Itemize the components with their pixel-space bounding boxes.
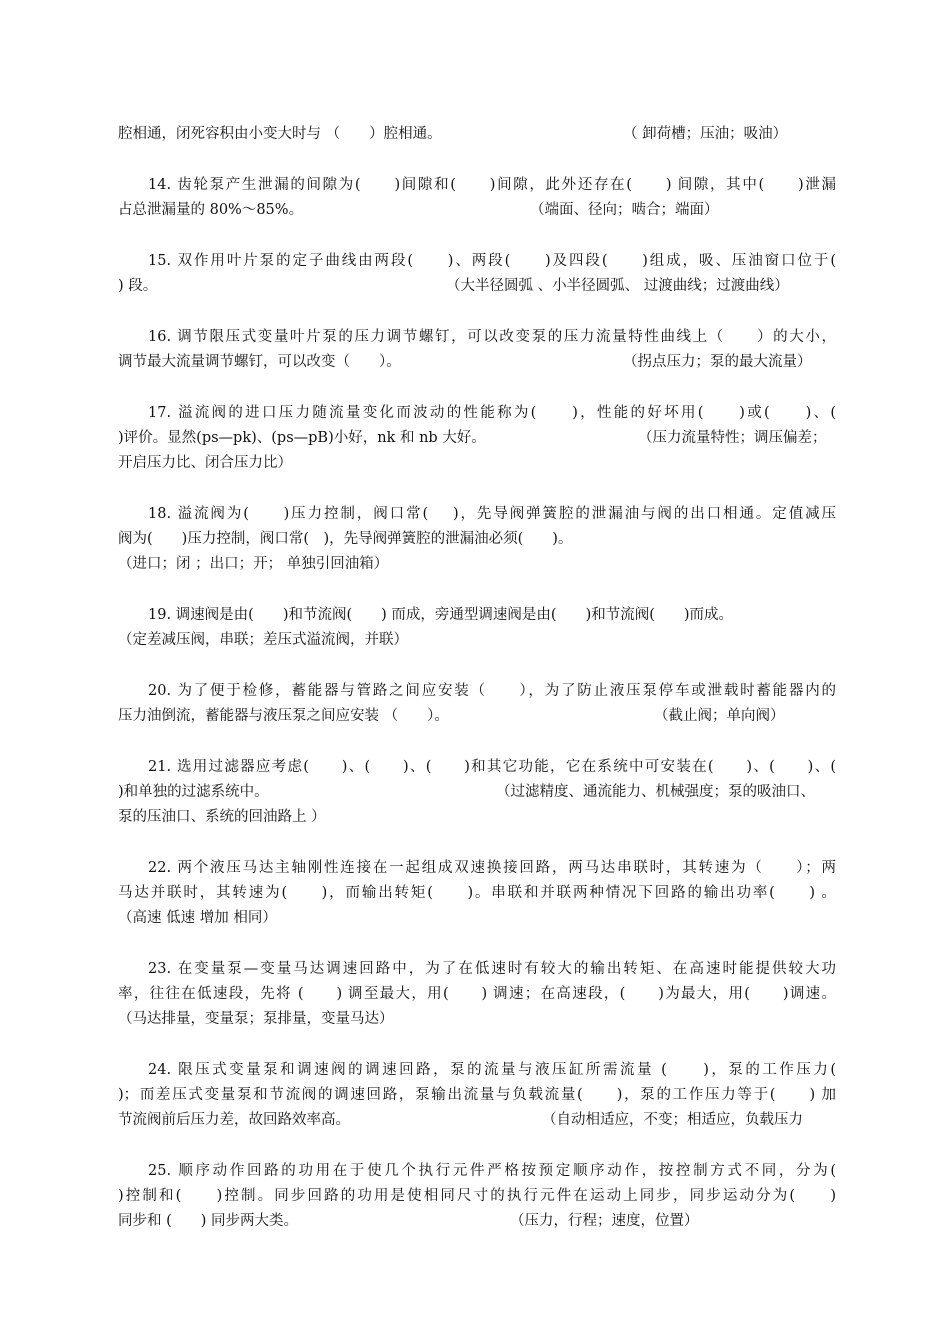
- answer-text: （马达排量，变量泵；泵排量，变量马达）: [118, 1011, 394, 1027]
- question-24: [118, 1058, 836, 1133]
- question-text: )评价。显然(ps—pk)、(ps—pB)小好，nk 和 nb 大好。: [118, 430, 486, 446]
- question-line: [118, 1007, 836, 1032]
- question-text: 调速阀是由( )和节流阀( ) 而成，旁通型调速阀是由( )和节流阀( )而成。: [175, 607, 734, 623]
- question-line: [118, 325, 836, 350]
- question-number: 17.: [148, 405, 172, 421]
- question-line: [118, 1108, 836, 1133]
- question-line: [118, 1159, 836, 1184]
- question-line: [118, 198, 836, 223]
- question-line: [118, 1083, 836, 1108]
- answer-continuation: 泵的压油口、系统的回油路上 ）: [118, 809, 326, 825]
- question-line: [118, 502, 836, 527]
- question-line: [118, 173, 836, 198]
- answer-text: （截止阀；单向阀）: [654, 708, 785, 724]
- question-text: 率，往往在低速段，先将 ( ) 调至最大，用( ) 调速；在高速段，( )为最大，用( )调速。: [118, 986, 836, 1002]
- question-number: 18.: [148, 506, 172, 522]
- question-text: 腔相通，闭死容积由小变大时与 （ ）腔相通。: [118, 126, 442, 142]
- question-number: 19.: [148, 607, 172, 623]
- question-number: 20.: [148, 683, 172, 699]
- question-line: [118, 982, 836, 1007]
- answer-text: （自动相适应，不变；相适应，负载压力: [542, 1112, 803, 1128]
- question-text: 马达并联时，其转速为( )，而输出转矩( )。串联和并联两种情况下回路的输出功率( ) 。: [118, 885, 836, 901]
- question-17: [118, 401, 836, 476]
- question-line: [118, 780, 836, 805]
- question-text: 同步和 ( ) 同步两大类。: [118, 1213, 299, 1229]
- answer-text: （ 卸荷槽；压油；吸油）: [623, 126, 788, 142]
- question-line: [118, 628, 836, 653]
- question-text: )和单独的过滤系统中。: [118, 784, 269, 800]
- question-line: [118, 755, 836, 780]
- question-text: 在变量泵—变量马达调速回路中，为了在低速时有较大的输出转矩、在高速时能提供较大功: [177, 961, 837, 977]
- question-number: 23.: [148, 961, 172, 977]
- question-number: 14.: [148, 177, 172, 193]
- question-line: [118, 1058, 836, 1083]
- question-21: [118, 755, 836, 830]
- question-text: ) 段。: [118, 278, 158, 294]
- answer-text: （压力，行程；速度，位置）: [510, 1213, 699, 1229]
- question-text: )；而差压式变量泵和节流阀的调速回路，泵输出流量与负载流量( )，泵的工作压力等于( ) 加: [118, 1087, 836, 1103]
- question-19: [118, 603, 836, 653]
- answer-text: （大半径圆弧 、小半径圆弧、 过渡曲线；过渡曲线）: [446, 278, 789, 294]
- question-text: 溢流阀的进口压力随流量变化而波动的性能称为( )，性能的好坏用( )或( )、(: [177, 405, 836, 421]
- question-line: [118, 603, 836, 628]
- question-line: [118, 122, 836, 147]
- answer-text: （端面、径向；啮合；端面）: [530, 202, 719, 218]
- document-page: [118, 122, 836, 1260]
- question-line: [118, 1209, 836, 1234]
- question-text: 节流阀前后压力差，故回路效率高。: [118, 1112, 350, 1128]
- question-text: 两个液压马达主轴刚性连接在一起组成双速换接回路，两马达串联时，其转速为（ ）；两: [177, 860, 837, 876]
- answer-text: （过滤精度、通流能力、机械强度；泵的吸油口、: [496, 784, 815, 800]
- question-line: [118, 527, 836, 552]
- question-text: 压力油倒流，蓄能器与液压泵之间应安装 （ ）。: [118, 708, 449, 724]
- question-line: [118, 426, 836, 451]
- question-number: 25.: [148, 1163, 172, 1179]
- question-number: 24.: [148, 1062, 172, 1078]
- answer-text: （压力流量特性；调压偏差；: [638, 430, 827, 446]
- question-text: 溢流阀为( )压力控制，阀口常( )，先导阀弹簧腔的泄漏油与阀的出口相通。定值减压: [177, 506, 837, 522]
- question-13-tail: [118, 122, 836, 147]
- question-23: [118, 957, 836, 1032]
- question-line: [118, 274, 836, 299]
- question-line: [118, 249, 836, 274]
- question-text: 调节最大流量调节螺钉，可以改变（ ）。: [118, 354, 401, 370]
- question-16: [118, 325, 836, 375]
- question-number: 16.: [148, 329, 172, 345]
- question-text: 调节限压式变量叶片泵的压力调节螺钉，可以改变泵的压力流量特性曲线上（ ）的大小，: [177, 329, 837, 345]
- question-line: [118, 1184, 836, 1209]
- question-line: [118, 704, 836, 729]
- question-18: [118, 502, 836, 577]
- question-text: 齿轮泵产生泄漏的间隙为( )间隙和( )间隙，此外还存在( ) 间隙，其中( )泄漏: [177, 177, 836, 193]
- question-text: 占总泄漏量的 80%～85%。: [118, 202, 304, 218]
- question-line: [118, 805, 836, 830]
- answer-text: （定差减压阀，串联；差压式溢流阀，并联）: [118, 632, 408, 648]
- question-line: [118, 957, 836, 982]
- question-text: 为了便于检修，蓄能器与管路之间应安装（ ），为了防止液压泵停车或泄载时蓄能器内的: [177, 683, 837, 699]
- question-line: [118, 401, 836, 426]
- question-25: [118, 1159, 836, 1234]
- question-text: 选用过滤器应考虑( )、( )、( )和其它功能，它在系统中可安装在( )、( )、(: [176, 759, 837, 775]
- question-line: [118, 679, 836, 704]
- question-line: [118, 350, 836, 375]
- question-line: [118, 906, 836, 931]
- question-line: [118, 451, 836, 476]
- answer-continuation: 开启压力比、闭合压力比）: [118, 455, 292, 471]
- question-number: 22.: [148, 860, 172, 876]
- answer-text: （拐点压力；泵的最大流量）: [623, 354, 812, 370]
- question-text: 限压式变量泵和调速阀的调速回路，泵的流量与液压缸所需流量 ( )，泵的工作压力(: [178, 1062, 837, 1078]
- question-text: 顺序动作回路的功用在于使几个执行元件严格按预定顺序动作，按控制方式不同，分为(: [178, 1163, 837, 1179]
- question-line: [118, 881, 836, 906]
- question-text: )控制和( )控制。同步回路的功用是使相同尺寸的执行元件在运动上同步，同步运动分为( ): [118, 1188, 836, 1204]
- question-14: [118, 173, 836, 223]
- question-number: 21.: [148, 759, 172, 775]
- question-text: 阀为( )压力控制，阀口常( )，先导阀弹簧腔的泄漏油必须( )。: [118, 531, 573, 547]
- question-text: 双作用叶片泵的定子曲线由两段( )、两段( )及四段( )组成，吸、压油窗口位于(: [177, 253, 836, 269]
- question-number: 15.: [148, 253, 172, 269]
- question-line: [118, 552, 836, 577]
- question-22: [118, 856, 836, 931]
- answer-text: （高速 低速 增加 相同）: [118, 910, 277, 926]
- question-line: [118, 856, 836, 881]
- question-15: [118, 249, 836, 299]
- question-20: [118, 679, 836, 729]
- answer-text: （进口；闭 ；出口；开； 单独引回油箱）: [118, 556, 389, 572]
